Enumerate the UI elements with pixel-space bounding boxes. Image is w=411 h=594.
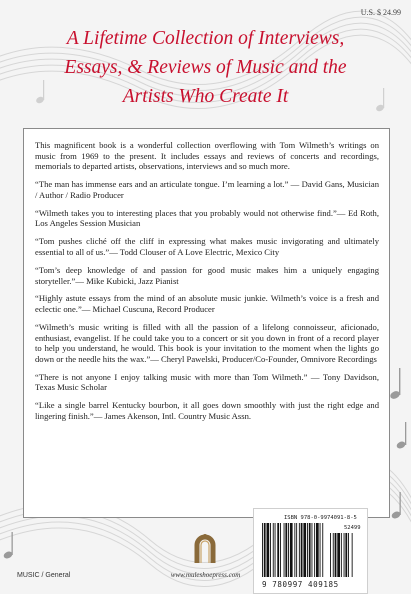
quote-1: “The man has immense ears and an articulate tongue. I’m learning a lot.” — David Gans, Musician / Author / Radio Producer	[35, 179, 379, 200]
isbn-label: ISBN 978-0-9974091-8-5	[284, 515, 357, 521]
headline	[0, 24, 411, 111]
quote-2: “Wilmeth takes you to interesting places that you probably would not otherwise find.”— Ed Roth, Los Angeles Session Musician	[35, 207, 379, 229]
barcode-block	[253, 508, 368, 594]
quote-6: “Wilmeth’s music writing is filled with all the passion of a lifelong connoisseur, aficionado, enthusiast, evangelist. If he could take you to a concert or sit you down in front of a record player to help you understand, he would. This book is your invitation to the moment when the lights go down or the needle hits the wax.”— Cheryl Pawelski, Producer/Co-Founder, Omnivore Recordings	[35, 322, 379, 364]
category-label: MUSIC / General	[17, 572, 71, 579]
headline-line-1: A Lifetime Collection of Interviews,	[66, 28, 345, 49]
quote-5: “Highly astute essays from the mind of an absolute music junkie. Wilmeth’s voice is a fresh and eclectic one.”— Michael Cuscuna, Record Producer	[35, 293, 379, 315]
blurb-content	[35, 140, 379, 429]
headline-line-3: Artists Who Create It	[122, 86, 289, 107]
headline-line-2: Essays, & Reviews of Music and the	[64, 57, 347, 78]
quote-7: “There is not anyone I enjoy talking music with more than Tom Wilmeth.” — Tony Davidson, Texas Music Scholar	[35, 371, 379, 393]
price-code-label: 52499	[344, 525, 361, 531]
website-link[interactable]: www.muleshoepress.com	[170, 571, 241, 579]
quote-3: “Tom pushes cliché off the cliff in expressing what makes music invigorating and ultimately essential to all of us.”— Todd Clouser of A Love Electric, Mexico City	[35, 236, 379, 257]
horseshoe-logo	[192, 531, 218, 569]
intro-paragraph: This magnificent book is a wonderful collection overflowing with Tom Wilmeth’s writings on music from 1969 to the present. It includes essays and reviews of concerts and recordings, memorials to departed artists, observations, interviews and so much more.	[35, 140, 379, 172]
price-label: U.S. $ 24.99	[360, 8, 401, 17]
barcode	[262, 523, 362, 579]
quote-4: “Tom’s deep knowledge of and passion for good music makes him a uniquely engaging storyteller.”— Mike Kubicki, Jazz Pianist	[35, 264, 379, 286]
quote-8: “Like a single barrel Kentucky bourbon, it all goes down smoothly with just the right edge and lingering finish.”— James Akenson, Intl. Country Music Assn.	[35, 400, 379, 421]
barcode-digits: 9 780997 409185	[262, 580, 339, 589]
